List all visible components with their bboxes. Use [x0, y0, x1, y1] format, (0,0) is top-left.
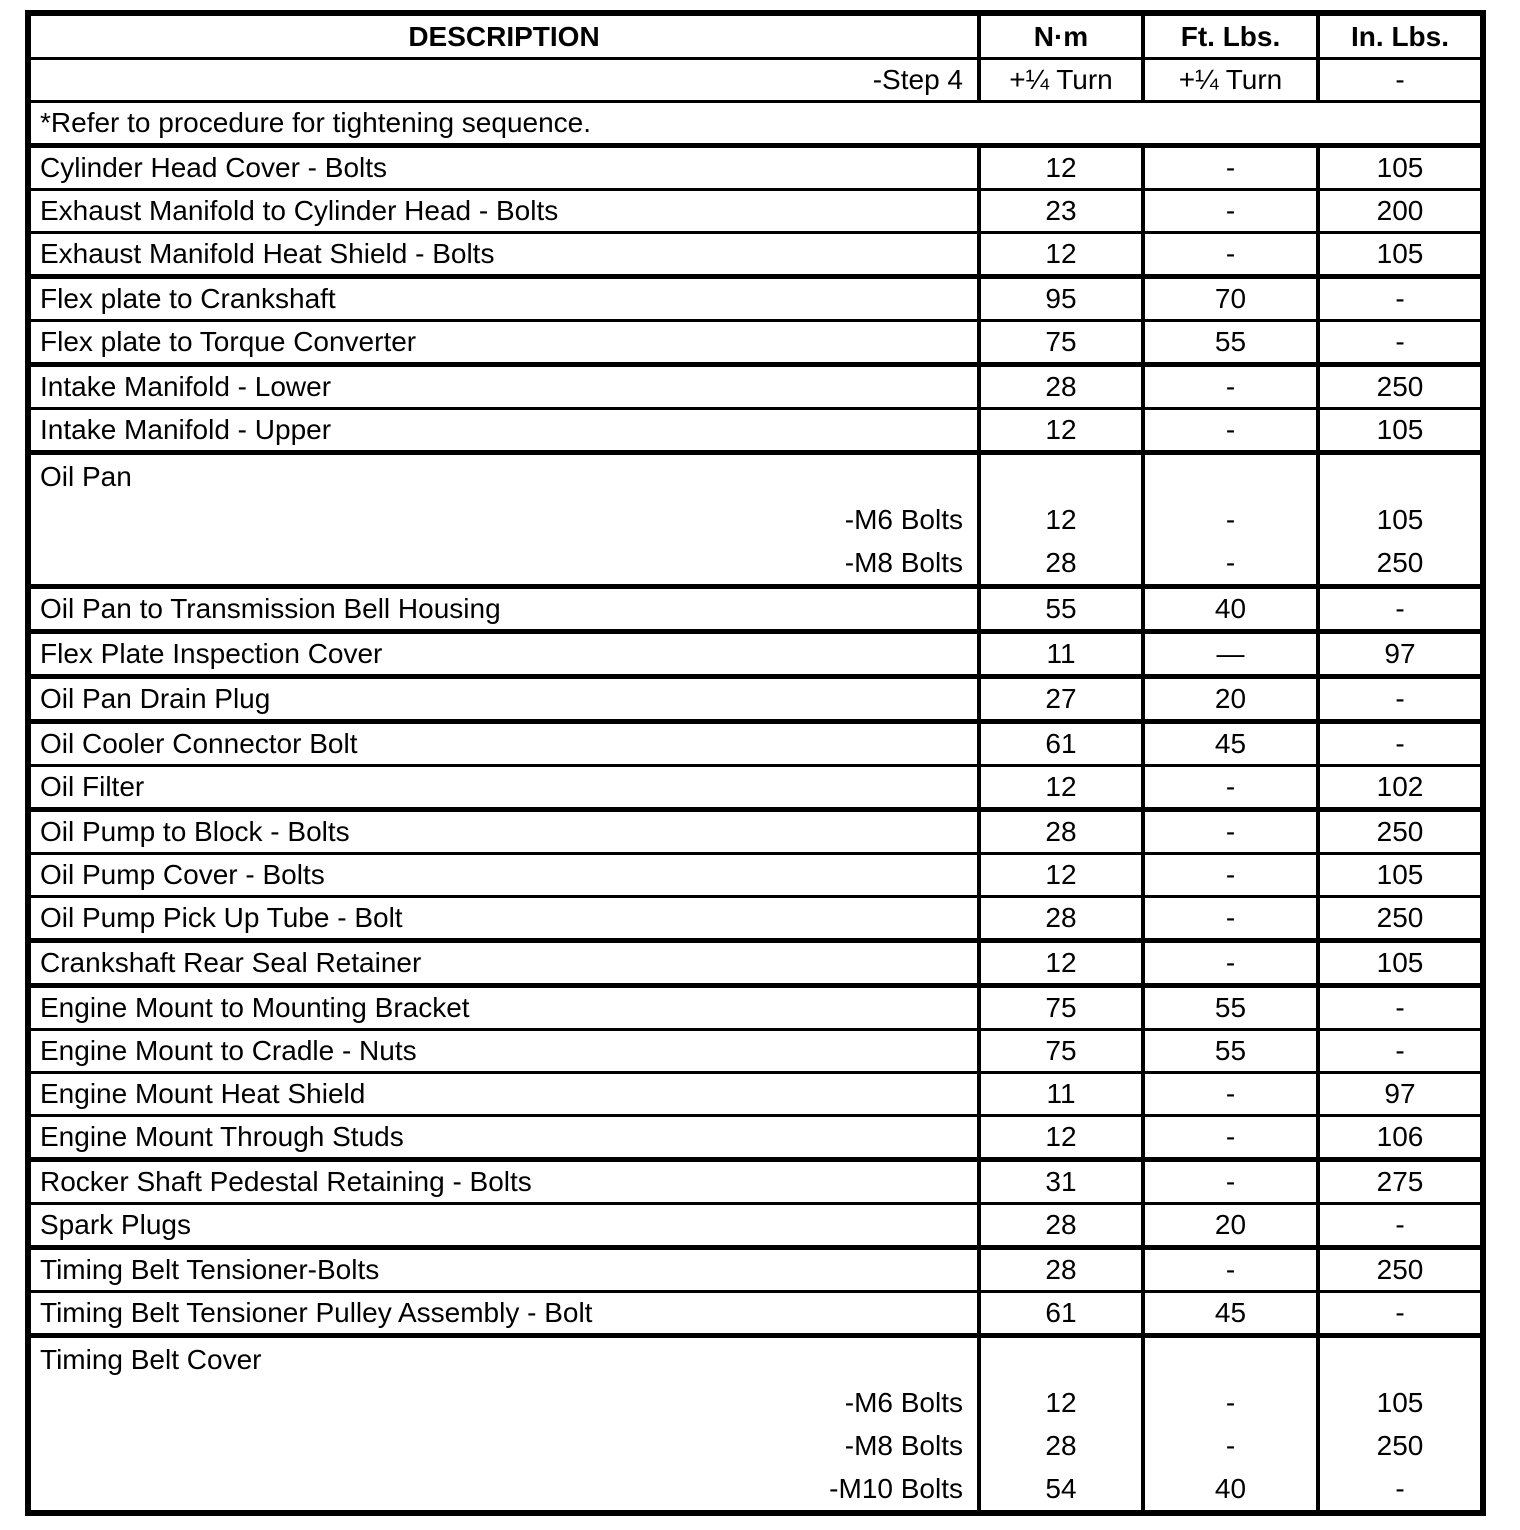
- ft-lbs-cell: 45: [1143, 722, 1318, 766]
- nm-cell: 28: [979, 1204, 1143, 1248]
- nm-cell: 28: [979, 810, 1143, 854]
- table-row: [28, 587, 1483, 632]
- in-lbs-cell: 250: [1318, 1248, 1483, 1292]
- description-cell: Engine Mount to Mounting Bracket: [28, 986, 979, 1030]
- description-cell: Flex Plate Inspection Cover: [28, 632, 979, 677]
- table-row: [28, 365, 1483, 409]
- table-row: [28, 632, 1483, 677]
- ft-lbs-cell: -: [1143, 146, 1318, 190]
- in-lbs-cell: 250: [1318, 897, 1483, 941]
- group-title: Timing Belt Cover: [40, 1344, 262, 1375]
- in-lbs-cell: 200: [1318, 190, 1483, 233]
- in-lbs-cell: [1318, 453, 1483, 587]
- description-cell: Oil Pump Cover - Bolts: [28, 854, 979, 897]
- in-lbs-cell: [1318, 1336, 1483, 1514]
- value-line: 105: [1376, 1387, 1424, 1418]
- value-line: 250: [1376, 547, 1424, 578]
- table-row: [28, 146, 1483, 190]
- in-lbs-cell: -: [1318, 59, 1483, 102]
- description-cell: Flex plate to Torque Converter: [28, 321, 979, 365]
- value-line: 12: [1045, 504, 1077, 535]
- ft-lbs-cell: -: [1143, 854, 1318, 897]
- table-row: [28, 1030, 1483, 1073]
- table-row: [28, 1336, 1483, 1514]
- nm-cell: [979, 1336, 1143, 1514]
- in-lbs-cell: -: [1318, 1030, 1483, 1073]
- table-row: [28, 722, 1483, 766]
- description-cell: Exhaust Manifold Heat Shield - Bolts: [28, 233, 979, 277]
- value-line: -: [1225, 1387, 1236, 1418]
- table-row: [28, 1204, 1483, 1248]
- value-line: 28: [1045, 547, 1077, 578]
- nm-cell: 27: [979, 677, 1143, 722]
- column-header-nm: N·m: [979, 13, 1143, 59]
- ft-lbs-cell: -: [1143, 897, 1318, 941]
- ft-lbs-cell: -: [1143, 941, 1318, 986]
- in-lbs-cell: 106: [1318, 1116, 1483, 1160]
- column-header-ft-lbs: Ft. Lbs.: [1143, 13, 1318, 59]
- ft-lbs-cell: +¼ Turn: [1143, 59, 1318, 102]
- in-lbs-cell: 275: [1318, 1160, 1483, 1204]
- nm-cell: [979, 453, 1143, 587]
- description-cell: Oil Pump to Block - Bolts: [28, 810, 979, 854]
- ft-lbs-cell: 20: [1143, 1204, 1318, 1248]
- ft-lbs-cell: -: [1143, 365, 1318, 409]
- description-cell: Engine Mount Through Studs: [28, 1116, 979, 1160]
- in-lbs-cell: 97: [1318, 632, 1483, 677]
- ft-lbs-cell: -: [1143, 233, 1318, 277]
- nm-cell: 95: [979, 277, 1143, 321]
- sub-item-label: -M8 Bolts: [844, 1430, 963, 1461]
- ft-lbs-cell: -: [1143, 1116, 1318, 1160]
- nm-cell: 12: [979, 854, 1143, 897]
- nm-cell: 31: [979, 1160, 1143, 1204]
- description-cell: Oil Pan to Transmission Bell Housing: [28, 587, 979, 632]
- in-lbs-cell: 250: [1318, 810, 1483, 854]
- ft-lbs-cell: -: [1143, 1073, 1318, 1116]
- in-lbs-cell: 250: [1318, 365, 1483, 409]
- ft-lbs-cell: -: [1143, 766, 1318, 810]
- nm-cell: 28: [979, 365, 1143, 409]
- nm-cell: 28: [979, 1248, 1143, 1292]
- in-lbs-cell: 105: [1318, 146, 1483, 190]
- table-row: [28, 897, 1483, 941]
- sub-item-label: -M6 Bolts: [844, 504, 963, 535]
- value-line-blank: [1145, 455, 1316, 498]
- nm-cell: 28: [979, 897, 1143, 941]
- in-lbs-cell: -: [1318, 722, 1483, 766]
- ft-lbs-cell: 70: [1143, 277, 1318, 321]
- in-lbs-cell: -: [1318, 677, 1483, 722]
- ft-lbs-cell: [1143, 1336, 1318, 1514]
- description-cell: Timing Belt Tensioner-Bolts: [28, 1248, 979, 1292]
- description-cell: -Step 4: [28, 59, 979, 102]
- description-cell: Intake Manifold - Upper: [28, 409, 979, 453]
- value-line-blank: [1145, 1338, 1316, 1381]
- nm-cell: 55: [979, 587, 1143, 632]
- nm-cell: 11: [979, 1073, 1143, 1116]
- ft-lbs-cell: -: [1143, 1248, 1318, 1292]
- description-cell: Oil Pump Pick Up Tube - Bolt: [28, 897, 979, 941]
- description-cell: Exhaust Manifold to Cylinder Head - Bolts: [28, 190, 979, 233]
- table-row: [28, 986, 1483, 1030]
- header-row: [28, 13, 1483, 59]
- sub-item-label: -M8 Bolts: [844, 547, 963, 578]
- description-cell: Crankshaft Rear Seal Retainer: [28, 941, 979, 986]
- in-lbs-cell: -: [1318, 1292, 1483, 1336]
- ft-lbs-cell: 20: [1143, 677, 1318, 722]
- column-header-in-lbs: In. Lbs.: [1318, 13, 1483, 59]
- table-row: [28, 453, 1483, 587]
- table-row: [28, 1160, 1483, 1204]
- value-line-blank: [1320, 455, 1480, 498]
- nm-cell: 75: [979, 1030, 1143, 1073]
- torque-spec-table: [25, 10, 1486, 1516]
- ft-lbs-cell: -: [1143, 409, 1318, 453]
- ft-lbs-cell: 40: [1143, 587, 1318, 632]
- table-row: [28, 1292, 1483, 1336]
- value-line-blank: [1320, 1338, 1480, 1381]
- value-line: 250: [1376, 1430, 1424, 1461]
- nm-cell: +¼ Turn: [979, 59, 1143, 102]
- ft-lbs-cell: -: [1143, 190, 1318, 233]
- table-row: [28, 1248, 1483, 1292]
- in-lbs-cell: 105: [1318, 854, 1483, 897]
- nm-cell: 11: [979, 632, 1143, 677]
- in-lbs-cell: 105: [1318, 233, 1483, 277]
- table-row: [28, 277, 1483, 321]
- in-lbs-cell: -: [1318, 277, 1483, 321]
- value-line: 54: [1045, 1473, 1077, 1504]
- table-row: [28, 321, 1483, 365]
- table-row: [28, 766, 1483, 810]
- description-cell: Oil Cooler Connector Bolt: [28, 722, 979, 766]
- in-lbs-cell: 105: [1318, 409, 1483, 453]
- nm-cell: 61: [979, 722, 1143, 766]
- group-title: Oil Pan: [40, 461, 132, 492]
- table-row: [28, 233, 1483, 277]
- table-row: [28, 190, 1483, 233]
- description-cell: Oil Pan Drain Plug: [28, 677, 979, 722]
- in-lbs-cell: -: [1318, 321, 1483, 365]
- ft-lbs-cell: 55: [1143, 321, 1318, 365]
- value-line: -: [1225, 504, 1236, 535]
- sub-item-label: -M6 Bolts: [844, 1387, 963, 1418]
- nm-cell: 23: [979, 190, 1143, 233]
- ft-lbs-cell: 55: [1143, 986, 1318, 1030]
- value-line: 12: [1045, 1387, 1077, 1418]
- value-line: -: [1225, 1430, 1236, 1461]
- table-row: [28, 677, 1483, 722]
- in-lbs-cell: -: [1318, 1204, 1483, 1248]
- carryover-step-row: [28, 59, 1483, 102]
- value-line: 28: [1045, 1430, 1077, 1461]
- nm-cell: 12: [979, 233, 1143, 277]
- sub-item-label: -M10 Bolts: [829, 1473, 963, 1504]
- ft-lbs-cell: —: [1143, 632, 1318, 677]
- nm-cell: 12: [979, 941, 1143, 986]
- ft-lbs-cell: -: [1143, 1160, 1318, 1204]
- nm-cell: 12: [979, 146, 1143, 190]
- ft-lbs-cell: -: [1143, 810, 1318, 854]
- note-cell: *Refer to procedure for tightening sequence.: [28, 102, 1483, 146]
- table-row: [28, 941, 1483, 986]
- column-header-description: DESCRIPTION: [28, 13, 979, 59]
- table-row: [28, 1116, 1483, 1160]
- description-cell: [28, 453, 979, 587]
- table-row: [28, 1073, 1483, 1116]
- value-line: 105: [1376, 504, 1424, 535]
- nm-cell: 75: [979, 321, 1143, 365]
- description-cell: Flex plate to Crankshaft: [28, 277, 979, 321]
- description-cell: Rocker Shaft Pedestal Retaining - Bolts: [28, 1160, 979, 1204]
- in-lbs-cell: -: [1318, 986, 1483, 1030]
- value-line: -: [1395, 1473, 1405, 1504]
- note-row: [28, 102, 1483, 146]
- value-line-blank: [981, 1338, 1141, 1381]
- description-cell: Cylinder Head Cover - Bolts: [28, 146, 979, 190]
- description-cell: Engine Mount Heat Shield: [28, 1073, 979, 1116]
- description-cell: Engine Mount to Cradle - Nuts: [28, 1030, 979, 1073]
- description-cell: [28, 1336, 979, 1514]
- value-line: 40: [1214, 1473, 1247, 1504]
- in-lbs-cell: 102: [1318, 766, 1483, 810]
- ft-lbs-cell: [1143, 453, 1318, 587]
- description-cell: Spark Plugs: [28, 1204, 979, 1248]
- description-cell: Oil Filter: [28, 766, 979, 810]
- nm-cell: 61: [979, 1292, 1143, 1336]
- ft-lbs-cell: 55: [1143, 1030, 1318, 1073]
- table-row: [28, 854, 1483, 897]
- nm-cell: 12: [979, 409, 1143, 453]
- in-lbs-cell: 105: [1318, 941, 1483, 986]
- value-line: -: [1225, 547, 1236, 578]
- nm-cell: 75: [979, 986, 1143, 1030]
- ft-lbs-cell: 45: [1143, 1292, 1318, 1336]
- description-cell: Intake Manifold - Lower: [28, 365, 979, 409]
- table-row: [28, 810, 1483, 854]
- description-cell: Timing Belt Tensioner Pulley Assembly - Bolt: [28, 1292, 979, 1336]
- in-lbs-cell: 97: [1318, 1073, 1483, 1116]
- in-lbs-cell: -: [1318, 587, 1483, 632]
- nm-cell: 12: [979, 1116, 1143, 1160]
- value-line-blank: [981, 455, 1141, 498]
- table-row: [28, 409, 1483, 453]
- nm-cell: 12: [979, 766, 1143, 810]
